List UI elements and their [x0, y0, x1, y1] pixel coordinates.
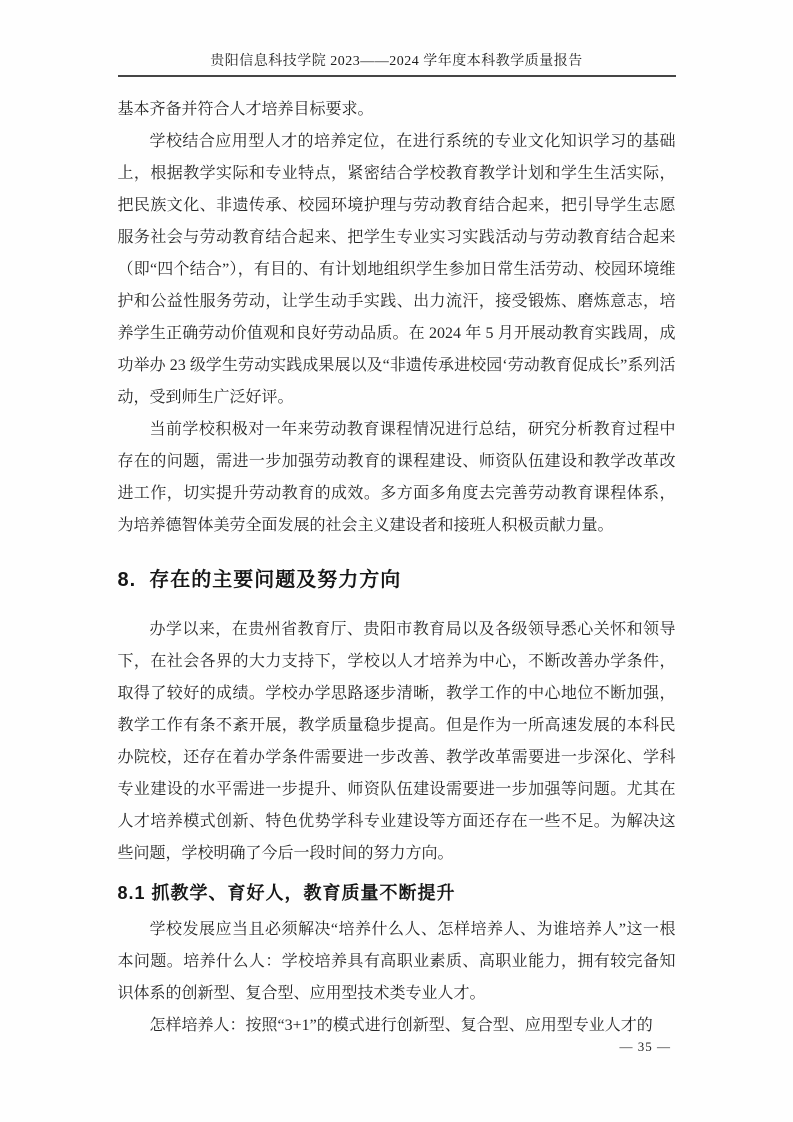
paragraph: 学校结合应用型人才的培养定位，在进行系统的专业文化知识学习的基础上，根据教学实际和专业特点，紧密结合学校教育教学计划和学生生活实际，把民族文化、非遗传承、校园环境护理与劳动教育结合起来，把引导学生志愿服务社会与劳动教育结合起来、把学生专业实习实践活动与劳动教育结合起来（即“四个结合”），有目的、有计划地组织学生参加日常生活劳动、校园环境维护和公益性服务劳动，让学生动手实践、出力流汗，接受锻炼、磨炼意志，培养学生正确劳动价值观和良好劳动品质。在 2024 年 5 月开展动教育实践周，成功举办 23 级学生劳动实践成果展以及“非遗传承进校园‘劳动教育促成长”系列活动，受到师生广泛好评。 [117, 133, 676, 406]
page-content [118, 94, 676, 1042]
paragraph: 办学以来，在贵州省教育厅、贵阳市教育局以及各级领导悉心关怀和领导下，在社会各界的大力支持下，学校以人才培养为中心，不断改善办学条件，取得了较好的成绩。学校办学思路逐步清晰，教学工作的中心地位不断加强，教学工作有条不紊开展，教学质量稳步提高。但是作为一所高速发展的本科民办院校，还存在着办学条件需要进一步改善、教学改革需要进一步深化、学科专业建设的水平需进一步提升、师资队伍建设需要进一步加强等问题。尤其在人才培养模式创新、特色优势学科专业建设等方面还存在一些不足。为解决这些问题，学校明确了今后一段时间的努力方向。 [117, 621, 676, 862]
subsection-heading: 8.1 抓教学、育好人，教育质量不断提升 [117, 883, 456, 903]
page-number: — 35 — [619, 1039, 671, 1054]
section-heading: 8. 存在的主要问题及努力方向 [117, 569, 402, 591]
paragraph: 基本齐备并符合人才培养目标要求。 [117, 101, 374, 118]
page-footer [620, 1039, 672, 1055]
paragraph: 学校发展应当且必须解决“培养什么人、怎样培养人、为谁培养人”这一根本问题。培养什么人：学校培养具有高职业素质、高职业能力，拥有较完备知识体系的创新型、复合型、应用型技术类专业人才。 [117, 921, 676, 1002]
page-header [118, 50, 676, 77]
header-title: 贵阳信息科技学院 2023——2024 学年度本科教学质量报告 [210, 54, 583, 69]
paragraph: 当前学校积极对一年来劳动教育课程情况进行总结，研究分析教育过程中存在的问题，需进一步加强劳动教育的课程建设、师资队伍建设和教学改革改进工作，切实提升劳动教育的成效。多方面多角度去完善劳动教育课程体系，为培养德智体美劳全面发展的社会主义建设者和接班人积极贡献力量。 [117, 421, 676, 534]
paragraph: 怎样培养人：按照“3+1”的模式进行创新型、复合型、应用型专业人才的 [149, 1017, 653, 1034]
